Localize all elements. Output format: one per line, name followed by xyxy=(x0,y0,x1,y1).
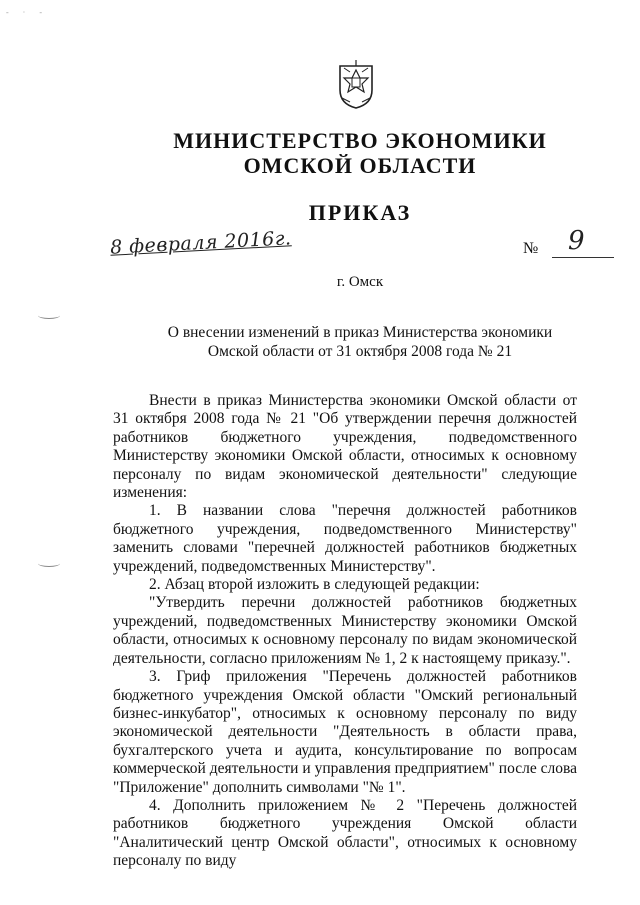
ministry-name-line1: МИНИСТЕРСТВО ЭКОНОМИКИ xyxy=(173,128,547,153)
punch-hole-mark xyxy=(38,312,60,319)
body-paragraph: 2. Абзац второй изложить в следующей редакции: xyxy=(149,576,480,594)
order-subject xyxy=(0,323,640,361)
order-number-label: № xyxy=(523,240,539,257)
order-number-handwritten: 9 xyxy=(568,226,585,256)
city: г. Омск xyxy=(336,274,384,290)
punch-hole-mark xyxy=(38,560,60,567)
order-date-handwritten: 8 февраля 2016г. xyxy=(109,227,292,259)
order-title: ПРИКАЗ xyxy=(308,200,412,225)
ministry-name-line2: ОМСКОЙ ОБЛАСТИ xyxy=(243,153,477,178)
body-paragraph: 1. В названии слова "перечня должностей работников бюджетного учреждения, подведомственного Министерству" заменить словами "перечней должностей работников бюджетных учреждений, подведомственных Министерству". xyxy=(113,502,577,575)
body-paragraph: Внести в приказ Министерства экономики Омской области от 31 октября 2008 года № 21 "Об утверждении перечня должностей работников бюджетного учреждения, подведомственного Министерству экономики Омской области, относимых к основному персоналу по видам экономической деятельности" следующие изменения: xyxy=(113,392,577,502)
omsk-coat-of-arms-icon xyxy=(336,58,376,110)
scan-corner-marks: - · - xyxy=(6,8,48,17)
body-paragraph: 4. Дополнить приложением № 2 "Перечень должностей работников бюджетного учреждения Омской области "Аналитический центр Омской области", относимых к основному персоналу по виду xyxy=(113,796,577,870)
subject-line2: Омской области от 31 октября 2008 года № 21 xyxy=(207,343,513,360)
body-paragraph: "Утвердить перечни должностей работников бюджетных учреждений, подведомственных Министерству экономики Омской области, относимых к основному персоналу по видам экономической деятельности, согласно приложениям № 1, 2 к настоящему приказу.". xyxy=(113,594,577,667)
body-paragraph: 3. Гриф приложения "Перечень должностей работников бюджетного учреждения Омской области "Омский региональный бизнес-инкубатор", относимых к основному персоналу по виду экономической деятельности "Деятельность в области права, бухгалтерского учета и аудита, консультирование по вопросам коммерческой деятельности и управления предприятием" после слова "Приложение" дополнить символами "№ 1". xyxy=(113,668,577,796)
order-body xyxy=(113,392,577,871)
subject-line1: О внесении изменений в приказ Министерства экономики xyxy=(167,324,553,341)
order-number-line xyxy=(552,257,614,258)
